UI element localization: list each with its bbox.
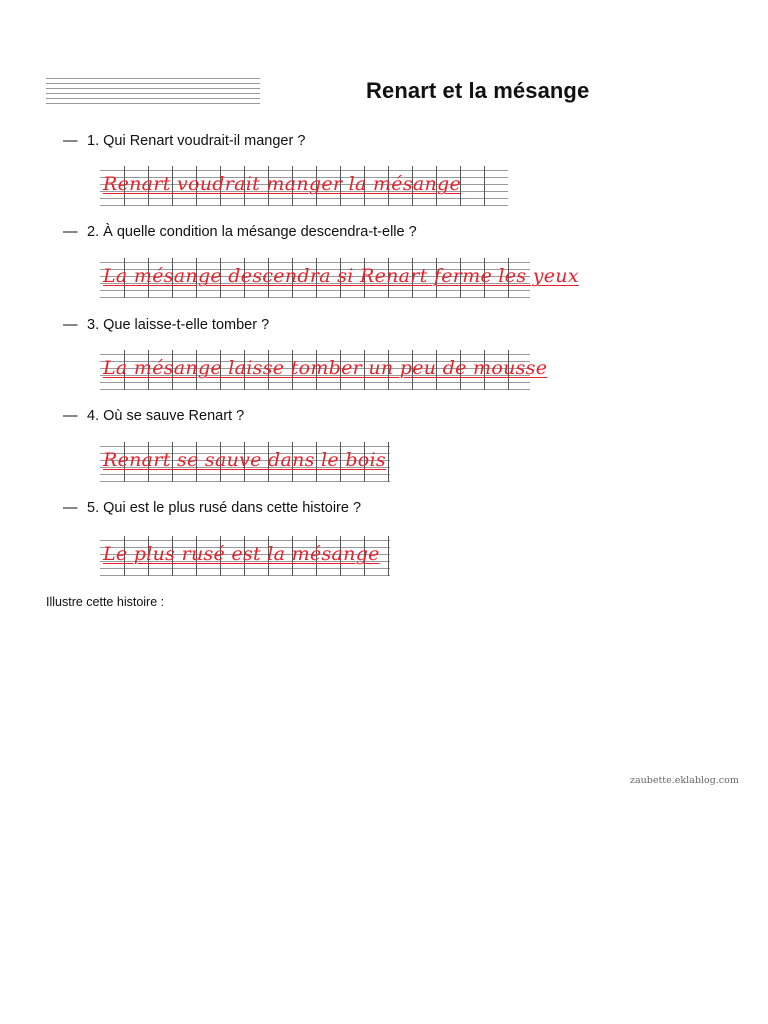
question-dash: — — [63, 317, 78, 333]
question-4 — [63, 408, 244, 424]
illustration-prompt: Illustre cette histoire : — [46, 595, 165, 609]
question-text: 4. Où se sauve Renart ? — [87, 408, 245, 424]
question-dash: — — [63, 408, 78, 424]
answer-1 — [100, 166, 508, 206]
answer-2 — [100, 258, 579, 298]
answer-text: La mésange descendra si Renart ferme les yeux — [103, 265, 579, 287]
site-credit: zaubette.eklablog.com — [630, 775, 739, 786]
question-1 — [63, 133, 305, 149]
question-dash: — — [63, 224, 78, 240]
answer-text: La mésange laisse tomber un peu de mousse — [103, 357, 548, 379]
question-text: 1. Qui Renart voudrait-il manger ? — [87, 133, 306, 149]
answer-text: Le plus rusé est la mésange — [103, 543, 380, 565]
question-text: 5. Qui est le plus rusé dans cette histoire ? — [87, 500, 362, 516]
answer-3 — [100, 350, 548, 390]
question-dash: — — [63, 500, 78, 516]
question-text: 3. Que laisse-t-elle tomber ? — [87, 317, 270, 333]
question-dash: — — [63, 133, 78, 149]
answer-text: Renart se sauve dans le bois — [103, 449, 386, 471]
answer-text: Renart voudrait manger la mésange — [103, 173, 462, 195]
question-2 — [63, 224, 417, 240]
page-title: Renart et la mésange — [366, 78, 590, 103]
answer-4 — [100, 442, 390, 482]
answer-5 — [100, 536, 390, 576]
corner-ruling — [46, 78, 260, 112]
question-3 — [63, 317, 269, 333]
question-text: 2. À quelle condition la mésange descendra-t-elle ? — [87, 224, 417, 240]
question-5 — [63, 500, 361, 516]
